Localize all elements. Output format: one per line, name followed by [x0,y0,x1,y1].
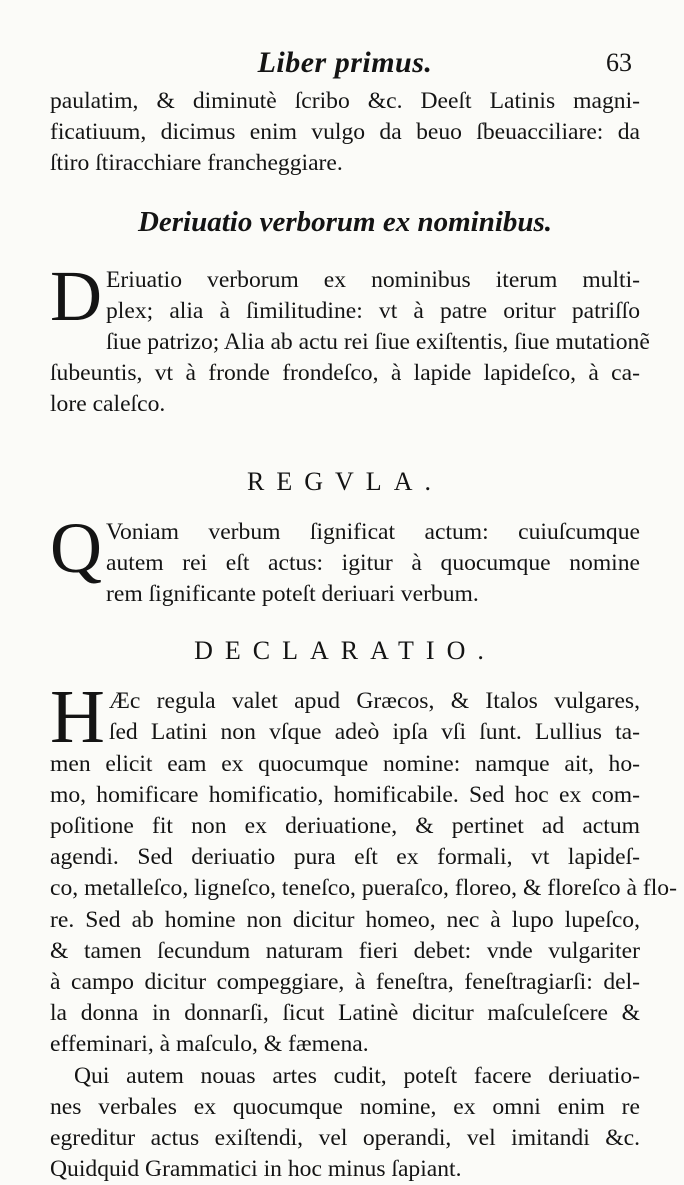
paragraph-deriuatio [50,255,650,421]
text-line: poſitione fit non ex deriuatione, & pertinet ad actum [50,813,640,840]
text-line: ſiue patrizo; Alia ab actu rei ſiue exiſtentis, ſiue mutationẽ [106,329,650,356]
text-line: plex; alia à ſimilitudine: vt à patre oritur patriſſo [106,297,640,324]
paragraph-declaratio [50,675,677,1060]
text-line: à campo dicitur compeggiare, à feneſtra, feneſtragiarſi: del- [50,969,640,996]
text-line: la donna in donnarſi, ſicut Latinè dicitur maſculeſcere & [50,1000,640,1027]
text-line: re. Sed ab homine non dicitur homeo, nec à lupo lupeſco, [50,906,640,933]
text-line: ficatiuum, dicimus enim vulgo da beuo ſbeuacciliare: da [50,119,640,146]
text-line: co, metalleſco, ligneſco, teneſco, pueraſco, floreo, & floreſco à flo- [50,875,677,902]
text-line: ſtiro ſtiracchiare francheggiare. [50,150,343,177]
text-line: & tamen ſecundum naturam fieri debet: vnde vulgariter [50,937,640,964]
text-line: ſed Latini non vſque adeò ipſa vſi ſunt. Lullius ta- [108,719,640,746]
heading-regula: REGVLA. [247,466,443,496]
page-number: 63 [606,48,632,77]
text-line: lore caleſco. [50,391,166,418]
text-line: agendi. Sed deriuatio pura eſt ex formali, vt lapideſ- [50,844,640,871]
text-line: men elicit eam ex quocumque nomine: namque ait, ho- [50,750,640,777]
text-line: egreditur actus exiſtendi, vel operandi, vel imitandi &c. [50,1125,640,1152]
text-line: Æc regula valet apud Græcos, & Italos vulgares, [108,688,640,715]
text-line: nes verbales ex quocumque nomine, ex omni enim re [50,1093,640,1120]
drop-cap: Q [50,507,102,588]
text-line: Voniam verbum ſignificat actum: cuiuſcumque [106,518,640,545]
drop-cap: H [50,675,105,760]
running-head [50,40,640,84]
drop-cap: D [50,255,102,336]
heading-declaratio: DECLARATIO. [194,636,496,666]
text-line: autem rei eſt actus: igitur à quocumque nomine [106,549,640,576]
text-line: rem ſignificante poteſt deriuari verbum. [106,581,479,608]
running-title: Liber primus. [257,46,433,79]
heading-deriuatio: Deriuatio verborum ex nominibus. [137,205,553,238]
text-line: ſubeuntis, vt à fronde frondeſco, à lapide lapideſco, à ca- [50,360,640,387]
text-line: paulatim, & diminutè ſcribo &c. Deeſt Latinis magni- [50,88,640,114]
text-line: mo, homificare homificatio, homificabile. Sed hoc ex com- [50,781,640,808]
text-line: Eriuatio verborum ex nominibus iterum multi- [106,266,640,293]
text-line: Qui autem nouas artes cudit, poteſt facere deriuatio- [74,1062,640,1089]
text-line: effeminari, à maſculo, & fæmena. [50,1031,369,1058]
text-line: Quidquid Grammatici in hoc minus ſapiant. [50,1156,462,1183]
paragraph-regula [50,507,640,611]
paragraph-last [50,1061,640,1185]
paragraph-top [50,86,640,180]
